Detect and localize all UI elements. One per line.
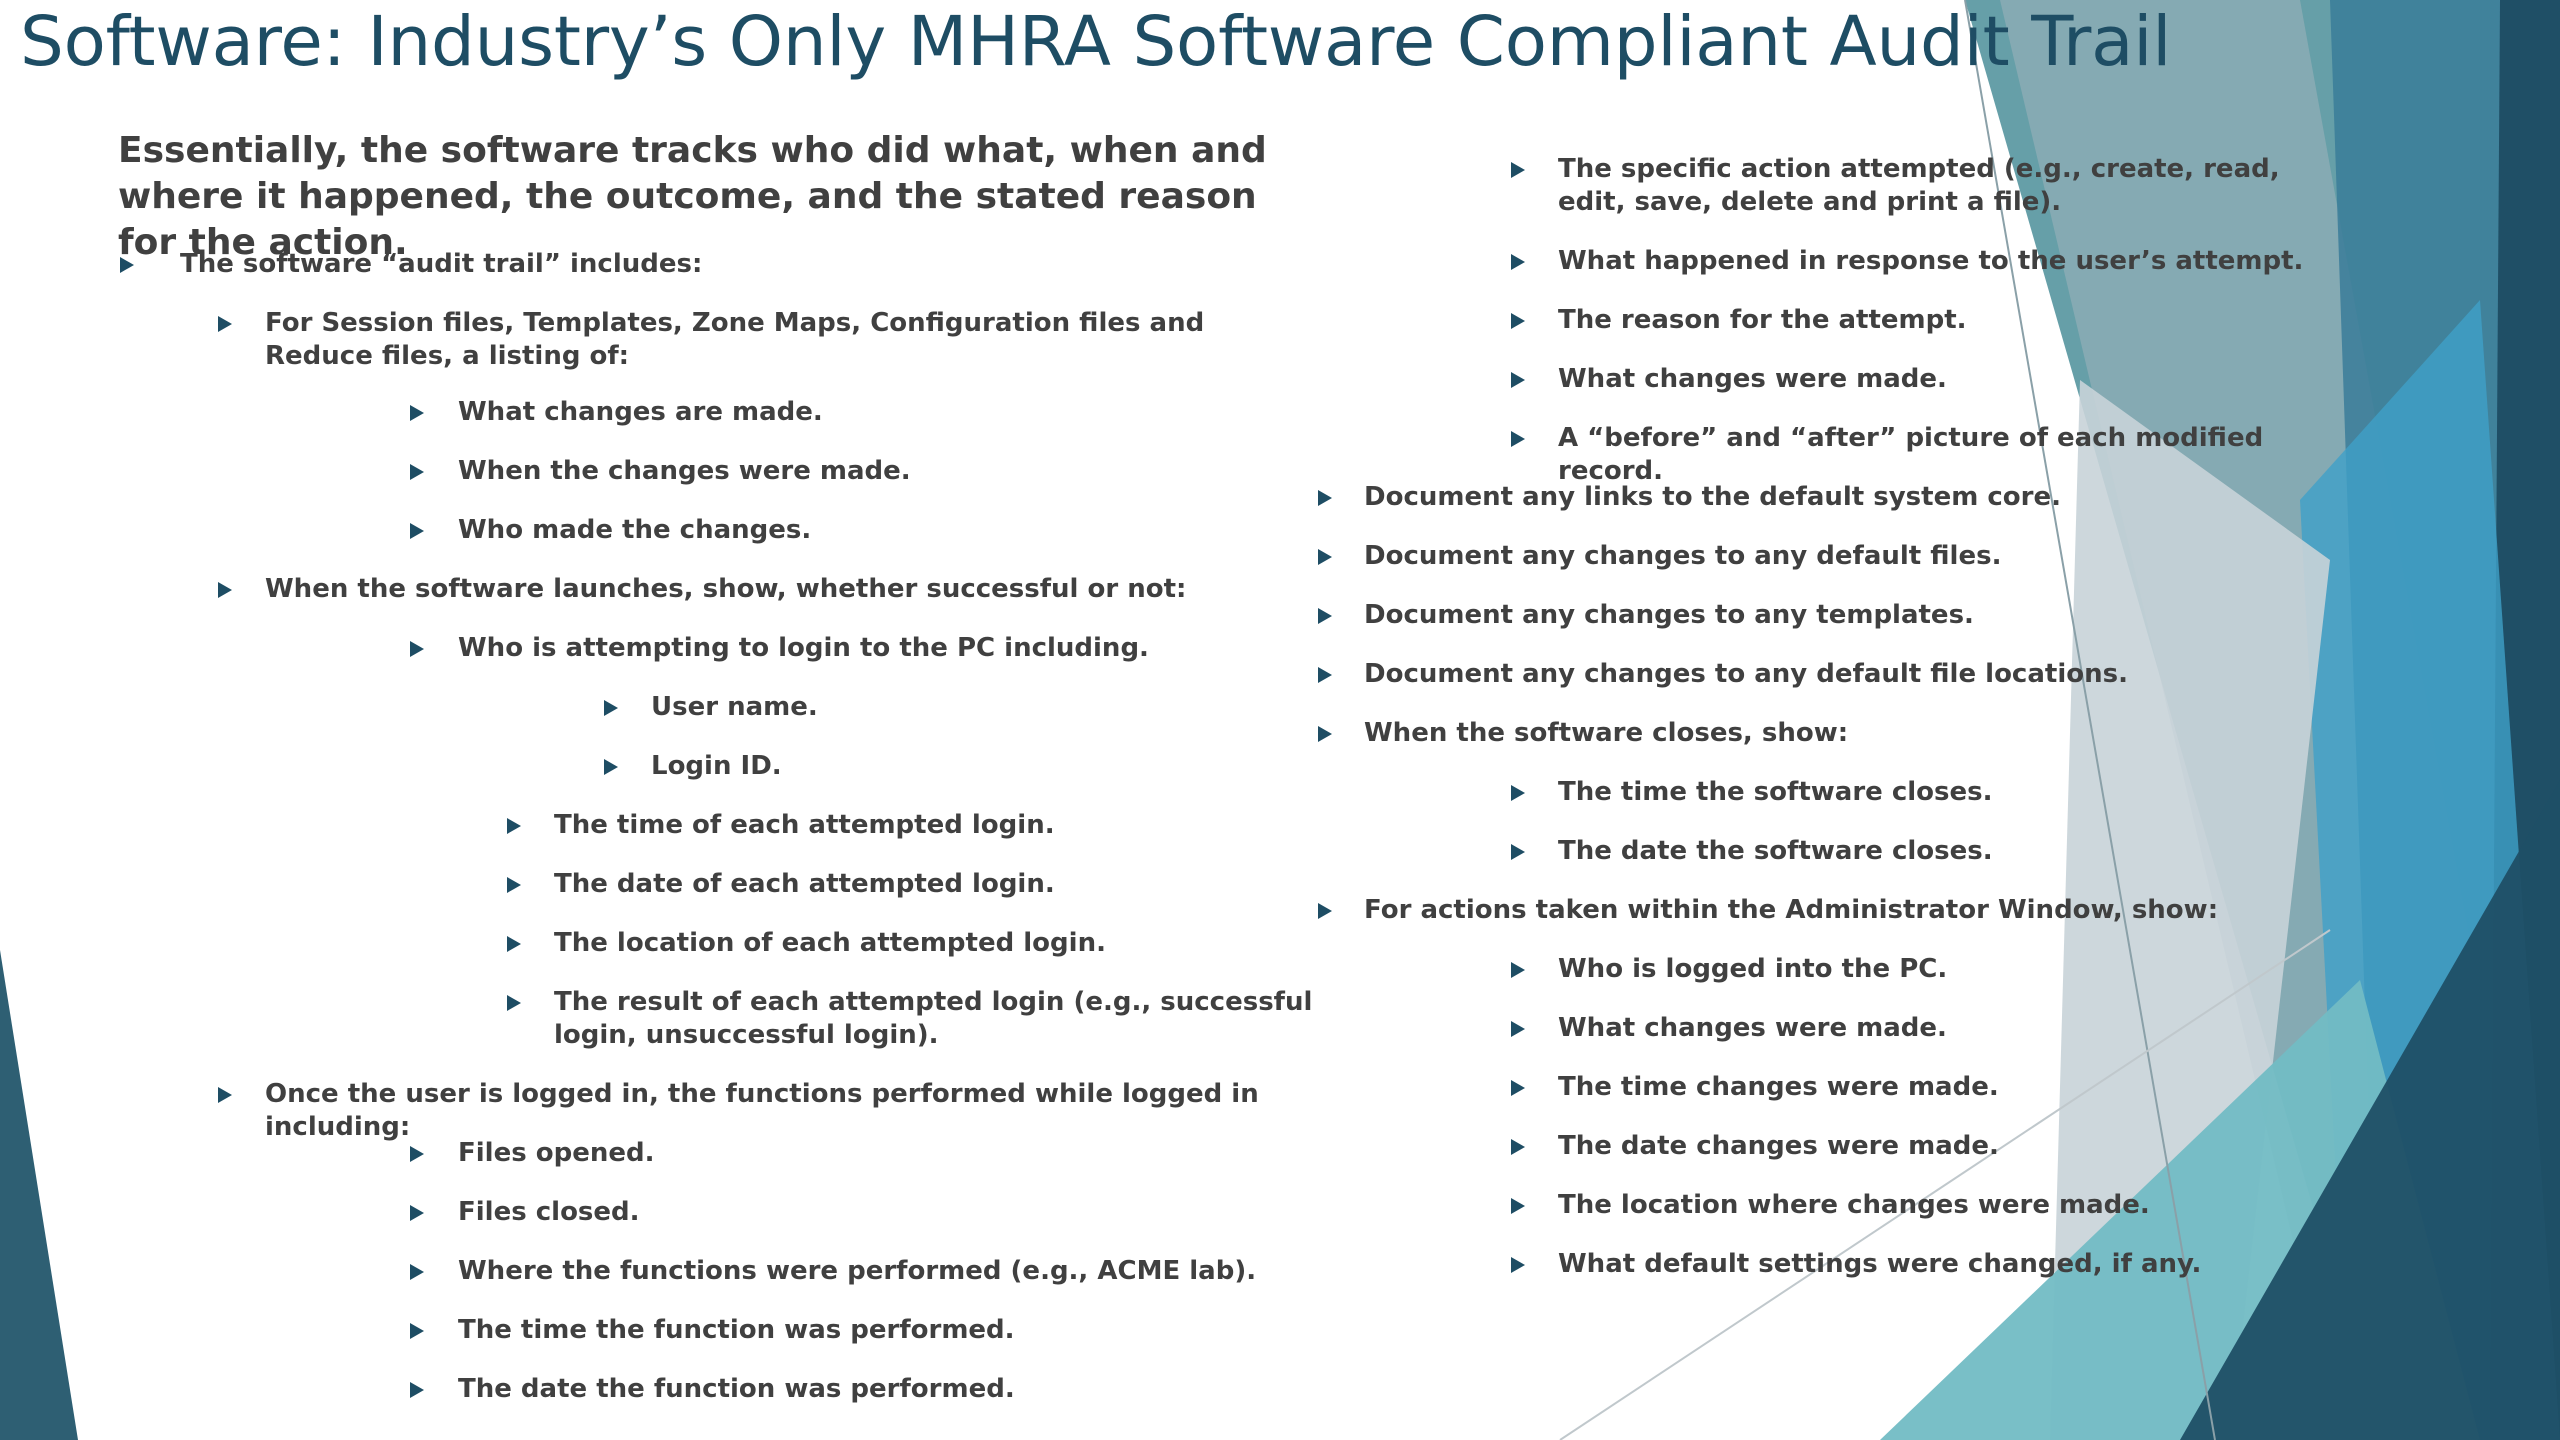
- left-list-item: Where the functions were performed (e.g., ACME lab).: [458, 1256, 1257, 1286]
- right-list-item: The date the software closes.: [1558, 836, 1993, 866]
- left-list-item: Who made the changes.: [458, 515, 812, 545]
- right-list-item: What changes were made.: [1558, 364, 1947, 394]
- left-list-item: Once the user is logged in, the functions performed while logged in including:: [265, 1079, 1259, 1142]
- slide-title: Software: Industry’s Only MHRA Software Compliant Audit Trail: [20, 2, 2172, 82]
- left-list-item: The time the function was performed.: [458, 1315, 1015, 1345]
- left-list-item: The date of each attempted login.: [554, 869, 1055, 899]
- left-list-item: Who is attempting to login to the PC including.: [458, 633, 1149, 663]
- left-list-item: The software “audit trail” includes:: [180, 249, 703, 279]
- right-list-item: Document any changes to any templates.: [1364, 600, 1974, 630]
- left-list-item: The result of each attempted login (e.g., successful login, unsuccessful login).: [554, 987, 1313, 1050]
- left-list-item: Login ID.: [651, 751, 782, 781]
- right-list-item: A “before” and “after” picture of each modified record.: [1558, 423, 2264, 486]
- left-list-item: What changes are made.: [458, 397, 823, 427]
- right-list-item: For actions taken within the Administrator Window, show:: [1364, 895, 2219, 925]
- right-list-item: The date changes were made.: [1558, 1131, 1999, 1161]
- left-list-item: The time of each attempted login.: [554, 810, 1055, 840]
- left-list-item: When the software launches, show, whether successful or not:: [265, 574, 1187, 604]
- right-list-item: Document any changes to any default files.: [1364, 541, 2002, 571]
- right-list-item: The location where changes were made.: [1558, 1190, 2150, 1220]
- right-list-item: What default settings were changed, if any.: [1558, 1249, 2202, 1279]
- right-list-item: Who is logged into the PC.: [1558, 954, 1948, 984]
- right-list-item: When the software closes, show:: [1364, 718, 1849, 748]
- left-list-item: Files opened.: [458, 1138, 655, 1168]
- left-list-item: The location of each attempted login.: [554, 928, 1106, 958]
- right-list-item: The time the software closes.: [1558, 777, 1993, 807]
- left-list-item: When the changes were made.: [458, 456, 911, 486]
- left-list-item: User name.: [651, 692, 818, 722]
- right-list-item: The specific action attempted (e.g., create, read, edit, save, delete and print a file).: [1558, 154, 2280, 217]
- left-edge-shape: [0, 950, 78, 1440]
- right-list-item: What happened in response to the user’s attempt.: [1558, 246, 2304, 276]
- intro-paragraph: Essentially, the software tracks who did what, when and where it happened, the outcome, and the stated reason for the action.: [118, 130, 1267, 263]
- right-list-item: What changes were made.: [1558, 1013, 1947, 1043]
- left-list-item: The date the function was performed.: [458, 1374, 1015, 1404]
- left-list-item: Files closed.: [458, 1197, 640, 1227]
- right-list-item: The time changes were made.: [1558, 1072, 1999, 1102]
- right-list-item: Document any changes to any default file locations.: [1364, 659, 2128, 689]
- right-list-item: Document any links to the default system core.: [1364, 482, 2061, 512]
- left-list-item: For Session files, Templates, Zone Maps, Configuration files and Reduce files, a listing of:: [265, 308, 1205, 371]
- right-list-item: The reason for the attempt.: [1558, 305, 1967, 335]
